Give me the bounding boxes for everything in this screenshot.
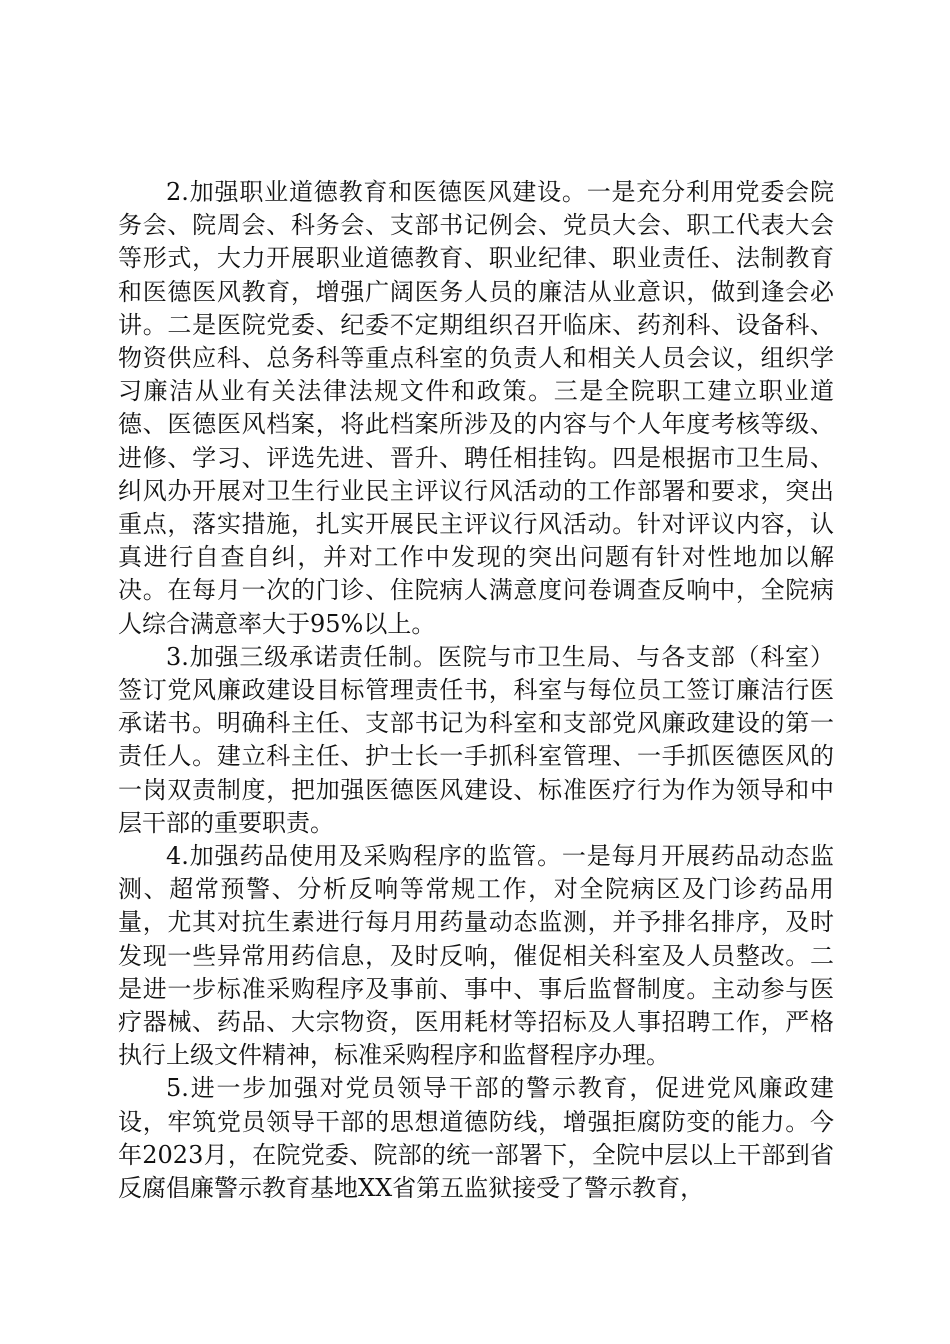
- paragraph-warning-education: 5.进一步加强对党员领导干部的警示教育，促进党风廉政建设，牢筑党员领导干部的思想道德防线，增强拒腐防变的能力。今年2023月，在院党委、院部的统一部署下，全院中层以上干部到省反腐倡廉警示教育基地XX省第五监狱接受了警示教育，: [118, 1074, 834, 1203]
- paragraph-responsibility-system: 3.加强三级承诺责任制。医院与市卫生局、与各支部（科室）签订党风廉政建设目标管理责任书，科室与每位员工签订廉洁行医承诺书。明确科主任、支部书记为科室和支部党风廉政建设的第一责任人。建立科主任、护士长一手抓科室管理、一手抓医德医风的一岗双责制度，把加强医德医风建设、标准医疗行为作为领导和中层干部的重要职责。: [118, 642, 834, 837]
- paragraph-drug-procurement: 4.加强药品使用及采购程序的监管。一是每月开展药品动态监测、超常预警、分析反响等常规工作，对全院病区及门诊药品用量，尤其对抗生素进行每月用药量动态监测，并予排名排序，及时发现一些异常用药信息，及时反响，催促相关科室及人员整改。二是进一步标准采购程序及事前、事中、事后监督制度。主动参与医疗器械、药品、大宗物资，医用耗材等招标及人事招聘工作，严格执行上级文件精神，标准采购程序和监督程序办理。: [118, 842, 834, 1070]
- paragraph-professional-ethics: 2.加强职业道德教育和医德医风建设。一是充分利用党委会院务会、院周会、科务会、支部书记例会、党员大会、职工代表大会等形式，大力开展职业道德教育、职业纪律、职业责任、法制教育和医德医风教育，增强广阔医务人员的廉洁从业意识，做到逢会必讲。二是医院党委、纪委不定期组织召开临床、药剂科、设备科、物资供应科、总务科等重点科室的负责人和相关人员会议，组织学习廉洁从业有关法律法规文件和政策。三是全院职工建立职业道德、医德医风档案，将此档案所涉及的内容与个人年度考核等级、进修、学习、评选先进、晋升、聘任相挂钩。四是根据市卫生局、纠风办开展对卫生行业民主评议行风活动的工作部署和要求，突出重点，落实措施，扎实开展民主评议行风活动。针对评议内容，认真进行自查自纠，并对工作中发现的突出问题有针对性地加以解决。在每月一次的门诊、住院病人满意度问卷调查反响中，全院病人综合满意率大于95%以上。: [118, 178, 834, 638]
- document-body: [118, 176, 834, 1205]
